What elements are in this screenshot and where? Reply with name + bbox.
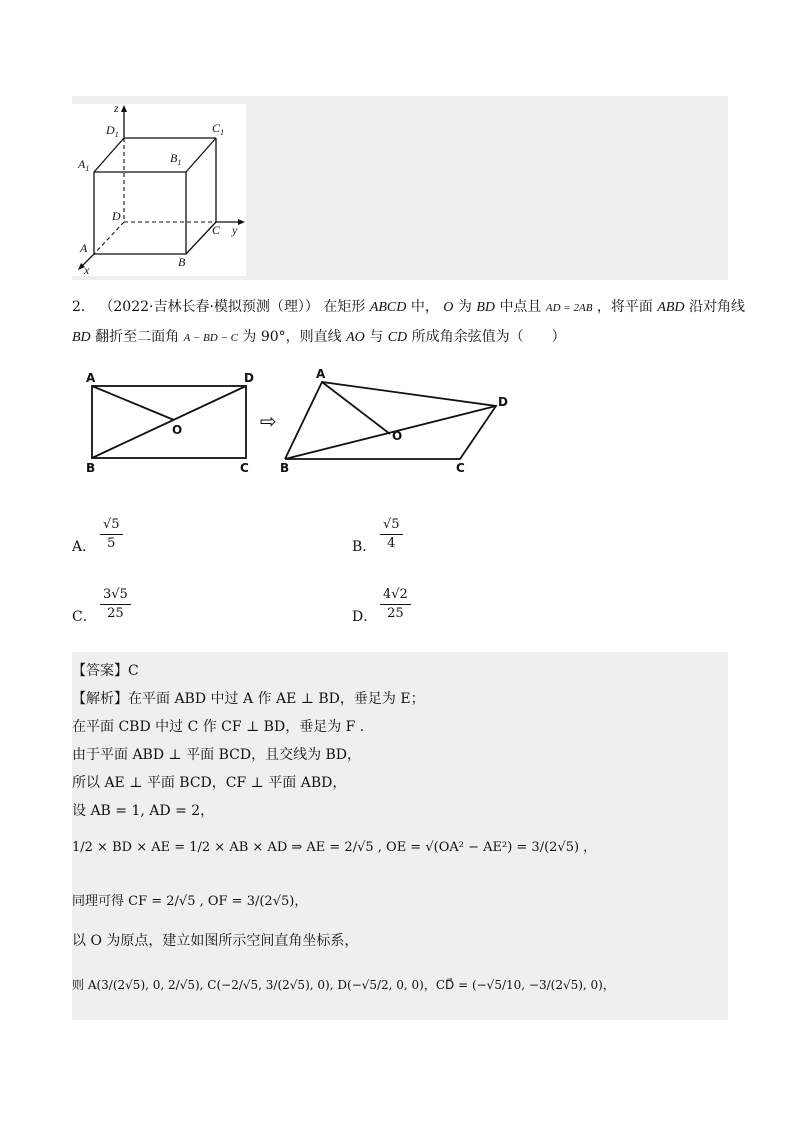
q-text: 翻折至二面角 xyxy=(95,329,180,345)
question-source: （2022·吉林长春·模拟预测（理）） xyxy=(99,299,319,315)
q-text: 在矩形 xyxy=(323,299,366,315)
q-math: CD xyxy=(387,330,408,345)
fold-label-A: A xyxy=(86,371,96,385)
z-axis-label: z xyxy=(114,104,119,115)
q-dihedral: A − BD − C xyxy=(183,332,238,344)
option-label: A． xyxy=(72,539,97,555)
question-line-1 xyxy=(72,296,745,316)
analysis-line-2: 在平面 CBD 中过 C 作 CF ⊥ BD，垂足为 F . xyxy=(72,719,365,735)
q-text: 沿对角线 xyxy=(689,299,745,315)
fold2-label-C: C xyxy=(456,461,465,475)
analysis-line-7: 同理可得 CF = 2/√5 , OF = 3/(2√5)， xyxy=(72,894,308,909)
label-D: D xyxy=(112,209,121,223)
fold-label-C: C xyxy=(240,461,249,475)
fold-label-O: O xyxy=(172,423,183,437)
fold-figure xyxy=(80,364,540,484)
denominator: 5 xyxy=(107,536,116,551)
denominator: 4 xyxy=(387,536,396,551)
denominator: 25 xyxy=(107,606,124,621)
q-math: ABD xyxy=(657,300,685,315)
answer-value: C xyxy=(128,663,139,679)
option-value xyxy=(100,516,123,553)
q-math: BD xyxy=(476,300,495,315)
q-text: ，将平面 xyxy=(596,299,653,315)
analysis-text: 在平面 ABD 中过 A 作 AE ⊥ BD，垂足为 E； xyxy=(128,691,425,707)
denominator: 25 xyxy=(387,606,404,621)
option-label: B． xyxy=(352,539,377,555)
option-label: D． xyxy=(352,609,378,625)
q-math: ABCD xyxy=(369,300,407,315)
option-value xyxy=(380,516,403,553)
q-math: AO xyxy=(346,330,365,345)
fold2-label-B: B xyxy=(280,461,290,475)
option-label: C． xyxy=(72,609,97,625)
fold-arrow-icon: ⇨ xyxy=(260,409,277,433)
q-math: BD xyxy=(72,330,91,345)
analysis-line-4: 所以 AE ⊥ 平面 BCD，CF ⊥ 平面 ABD， xyxy=(72,775,347,791)
y-axis-label: y xyxy=(232,223,238,237)
q-text: 所成角余弦值为（ ） xyxy=(411,329,566,345)
numerator: 4√2 xyxy=(380,586,411,605)
label-A: A xyxy=(80,241,88,255)
question-line-2 xyxy=(72,326,566,346)
analysis-line-6: 1/2 × BD × AE = 1/2 × AB × AD ⇒ AE = 2/√5 , OE = √(OA² − AE²) = 3/(2√5) ， xyxy=(72,840,597,855)
label-B: B xyxy=(178,255,186,269)
analysis-line-5: 设 AB = 1, AD = 2， xyxy=(72,803,215,819)
label-C: C xyxy=(212,223,221,237)
q-text: 中， xyxy=(410,299,439,315)
answer-tag: 【答案】 xyxy=(72,663,128,679)
cube-figure xyxy=(72,104,246,276)
fold-diagram xyxy=(80,364,540,484)
numerator: 3√5 xyxy=(100,586,131,605)
question-number: 2． xyxy=(72,299,95,315)
fold-label-D: D xyxy=(244,371,254,385)
label-A1: $A_1$ xyxy=(78,157,90,173)
label-D1: $D_1$ xyxy=(106,123,119,139)
option-value xyxy=(100,586,131,623)
q-text: 中点且 xyxy=(499,299,542,315)
q-condition: AD = 2AB xyxy=(545,302,593,314)
fold2-label-A: A xyxy=(316,367,326,381)
q-text: 为 90°，则直线 xyxy=(242,329,342,345)
option-value xyxy=(380,586,411,623)
analysis-line-8: 以 O 为原点，建立如图所示空间直角坐标系， xyxy=(72,933,359,949)
fold2-label-D: D xyxy=(498,395,508,409)
q-text: 与 xyxy=(369,329,384,345)
numerator: √5 xyxy=(100,516,123,535)
label-B1: $B_1$ xyxy=(170,151,182,167)
fold2-label-O: O xyxy=(392,429,403,443)
cube-diagram xyxy=(72,104,246,276)
x-axis-label: x xyxy=(84,263,90,276)
q-text: 为 xyxy=(457,299,472,315)
numerator: √5 xyxy=(380,516,403,535)
fold-label-B: B xyxy=(86,461,96,475)
q-math: O xyxy=(443,300,454,315)
answer-line xyxy=(72,660,139,680)
label-C1: $C_1$ xyxy=(212,121,225,137)
analysis-line-1 xyxy=(72,688,425,708)
analysis-line-3: 由于平面 ABD ⊥ 平面 BCD，且交线为 BD， xyxy=(72,747,362,763)
analysis-line-9: 则 A(3/(2√5), 0, 2/√5), C(−2/√5, 3/(2√5), 0), D(−√5/2, 0, 0)，CD⃗ = (−√5/10, −3/(2√5), 0)， xyxy=(72,978,615,992)
analysis-tag: 【解析】 xyxy=(72,691,128,707)
